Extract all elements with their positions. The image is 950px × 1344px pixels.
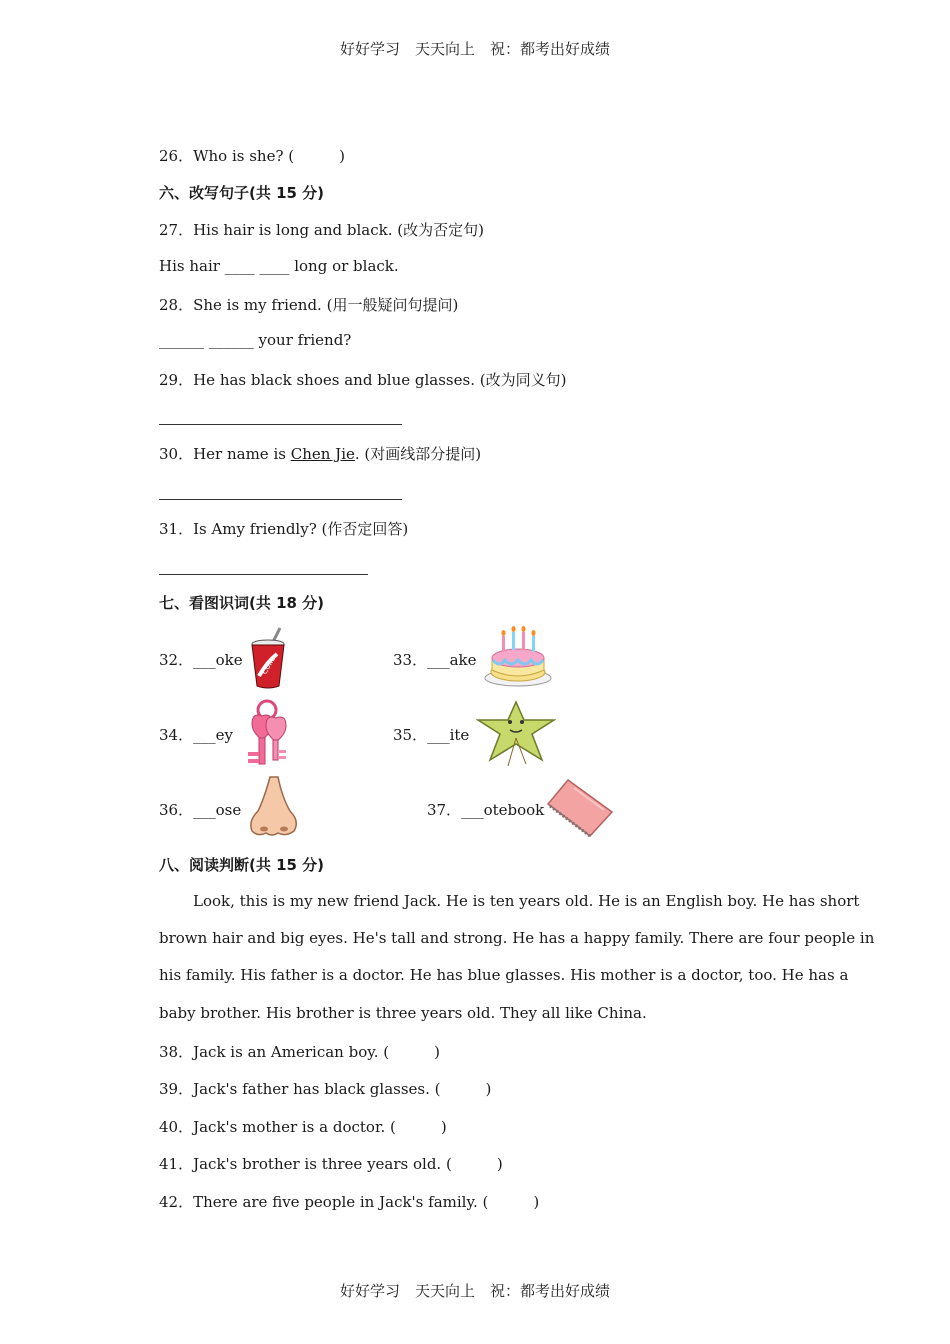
birthday-cake-icon: [483, 626, 553, 688]
picture-item-35-label: 35．___ite: [393, 726, 470, 744]
question-30-suffix: . (对画线部分提问): [354, 445, 482, 463]
page-footer: 好好学习 天天向上 祝：都考出好成绩: [339, 1282, 610, 1300]
section-8-title: 八、阅读判断(共 15 分): [159, 856, 325, 874]
notebook-icon: [546, 776, 616, 838]
nose-icon: [246, 775, 302, 839]
question-41: 41．Jack's brother is three years old. ( ): [159, 1155, 503, 1173]
section-6-title: 六、改写句子(共 15 分): [159, 184, 325, 202]
answer-line-30: [159, 499, 402, 500]
answer-line-31: [159, 574, 368, 575]
question-30: [159, 443, 481, 464]
picture-item-32-label: 32．___oke: [159, 651, 243, 669]
question-39: 39．Jack's father has black glasses. ( ): [159, 1080, 492, 1098]
answer-28: ______ ______ your friend?: [159, 331, 352, 349]
picture-item-34-label: 34．___ey: [159, 726, 233, 744]
question-29: 29．He has black shoes and blue glasses. (改为同义句): [159, 371, 567, 389]
kite-icon: [476, 698, 556, 768]
keys-icon: [240, 698, 290, 768]
picture-item-37-label: 37．___otebook: [427, 801, 545, 819]
question-40: 40．Jack's mother is a doctor. ( ): [159, 1118, 447, 1136]
passage-line-4: baby brother. His brother is three years old. They all like China.: [159, 1004, 647, 1022]
answer-line-29: [159, 424, 402, 425]
svg-text:Coke: Coke: [259, 654, 278, 676]
question-30-underlined: Chen Jie: [290, 445, 355, 463]
question-42: 42．There are five people in Jack's family. ( ): [159, 1193, 540, 1211]
question-31: 31．Is Amy friendly? (作否定回答): [159, 520, 409, 538]
question-26: 26．Who is she? ( ): [159, 147, 345, 165]
question-28: 28．She is my friend. (用一般疑问句提问): [159, 296, 459, 314]
answer-27: His hair ____ ____ long or black.: [159, 257, 399, 275]
picture-item-36-label: 36．___ose: [159, 801, 242, 819]
passage-line-1: Look, this is my new friend Jack. He is ten years old. He is an English boy. He has short: [193, 892, 860, 910]
passage-line-3: his family. His father is a doctor. He has blue glasses. His mother is a doctor, too. He has a: [159, 966, 849, 984]
question-38: 38．Jack is an American boy. ( ): [159, 1043, 440, 1061]
picture-item-33-label: 33．___ake: [393, 651, 477, 669]
passage-line-2: brown hair and big eyes. He's tall and strong. He has a happy family. There are four people in: [159, 929, 875, 947]
cola-cup-icon: [247, 626, 289, 690]
question-30-prefix: 30．Her name is: [159, 445, 291, 463]
page-header: 好好学习 天天向上 祝：都考出好成绩: [339, 40, 610, 58]
section-7-title: 七、看图识词(共 18 分): [159, 594, 325, 612]
question-27: 27．His hair is long and black. (改为否定句): [159, 221, 484, 239]
